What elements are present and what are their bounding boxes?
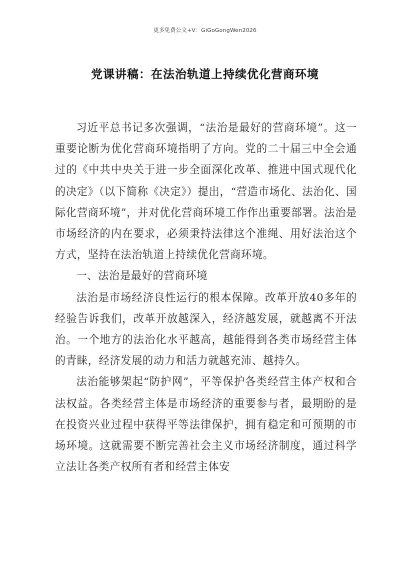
document-title: 党课讲稿：在法治轨道上持续优化营商环境 (91, 67, 319, 81)
intro-paragraph: 习近平总书记多次强调，“法治是最好的营商环境”。这一重要论断为优化营商环境指明了方向。党的二十届三中全会通过的《中共中央关于进一步全面深化改革、推进中国式现代化的决定》（以下简称《决定》）提出，“营造市场化、法治化、国际化营商环境”，并对优化营商环境工作作出重要部署。法治是市场经济的内在要求，必须秉持法律这个准绳、用好法治这个方式，坚持在法治轨道上持续优化营商环境。 (55, 122, 357, 262)
document-body (55, 118, 357, 478)
section-paragraph-2: 法治能够架起“防护网”，平等保护各类经营主体产权和合法权益。各类经营主体是市场经济的重要参与者，最期盼的是在投资兴业过程中获得平等法律保护，拥有稳定和可预期的市场环境。这就需要不断完善社会主义市场经济制度，通过科学立法让各类产权所有者和经营主体安 (55, 376, 357, 474)
header-note: 更多免费公文+V：GiGoGongWen2026 (153, 28, 257, 34)
section-heading: 一、法治是最好的营商环境 (76, 270, 208, 283)
section-paragraph-1: 法治是市场经济良性运行的根本保障。改革开放40多年的经验告诉我们，改革开放越深入，经济越发展，就越离不开法治。一个地方的法治化水平越高，越能得到各类市场经营主体的青睐，经济发展的动力和活力就越充沛、越持久。 (55, 291, 357, 368)
